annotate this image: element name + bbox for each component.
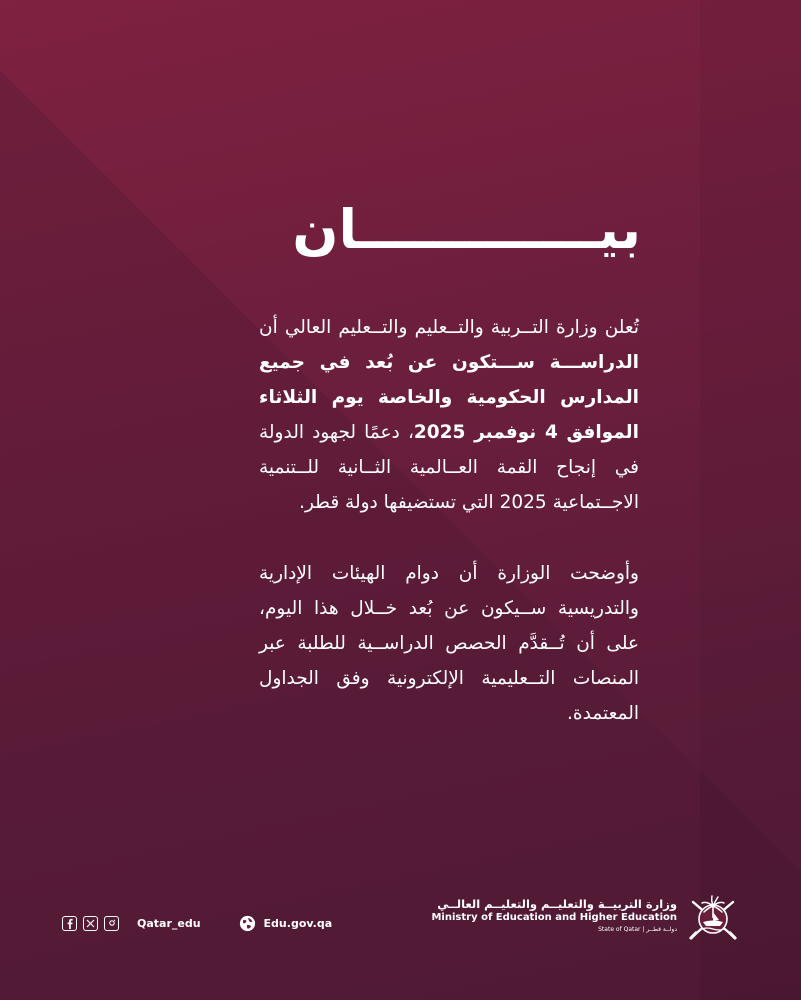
paragraph-1-intro: تُعلن وزارة التــربية والتــعليم والتــعليم العالي أن bbox=[259, 317, 639, 338]
state-of-qatar-line: State of Qatar | دولــة قطــر bbox=[598, 926, 677, 933]
qatar-emblem-icon bbox=[687, 888, 739, 944]
paragraph-1-bold: الدراســـة ســـتكون عن بُعد في جميع المدارس الحكومية والخاصة يوم الثلاثاء الموافق 4 نوفمبر 2025 bbox=[259, 352, 639, 443]
facebook-icon[interactable] bbox=[62, 916, 77, 931]
paragraph-2: وأوضحت الوزارة أن دوام الهيئات الإدارية والتدريسية ســيكون عن بُعد خــلال هذا اليوم، على أن تُــقدَّم الحصص الدراســية للطلبة عبر المنصات التــعليمية الإلكترونية وفق الجداول المعتمدة. bbox=[259, 563, 639, 724]
x-icon[interactable] bbox=[83, 916, 98, 931]
state-english: State of Qatar bbox=[598, 926, 641, 933]
ministry-name-block bbox=[431, 897, 677, 935]
web-icon bbox=[239, 915, 256, 932]
paragraph-1 bbox=[259, 310, 639, 520]
page-title: بيـــــــــــــان bbox=[292, 198, 641, 261]
footer-contact bbox=[62, 912, 332, 934]
paragraph-1-rest: ، دعمًا لجهود الدولة في إنجاح القمة العــالمية الثــانية للــتنمية الاجــتماعية 2025 التي تستضيفها دولة قطر. bbox=[259, 422, 639, 513]
instagram-icon[interactable] bbox=[104, 916, 119, 931]
website-link[interactable]: Edu.gov.qa bbox=[263, 916, 333, 930]
social-handle[interactable]: Qatar_edu bbox=[137, 916, 201, 930]
ministry-name-english: Ministry of Education and Higher Education bbox=[431, 912, 677, 923]
announcement-body bbox=[259, 310, 639, 767]
ministry-name-arabic: وزارة التربيــة والتعليــم والتعليــم العالــي bbox=[437, 897, 677, 911]
ministry-branding bbox=[431, 888, 739, 944]
state-arabic: دولــة قطــر bbox=[646, 926, 677, 933]
